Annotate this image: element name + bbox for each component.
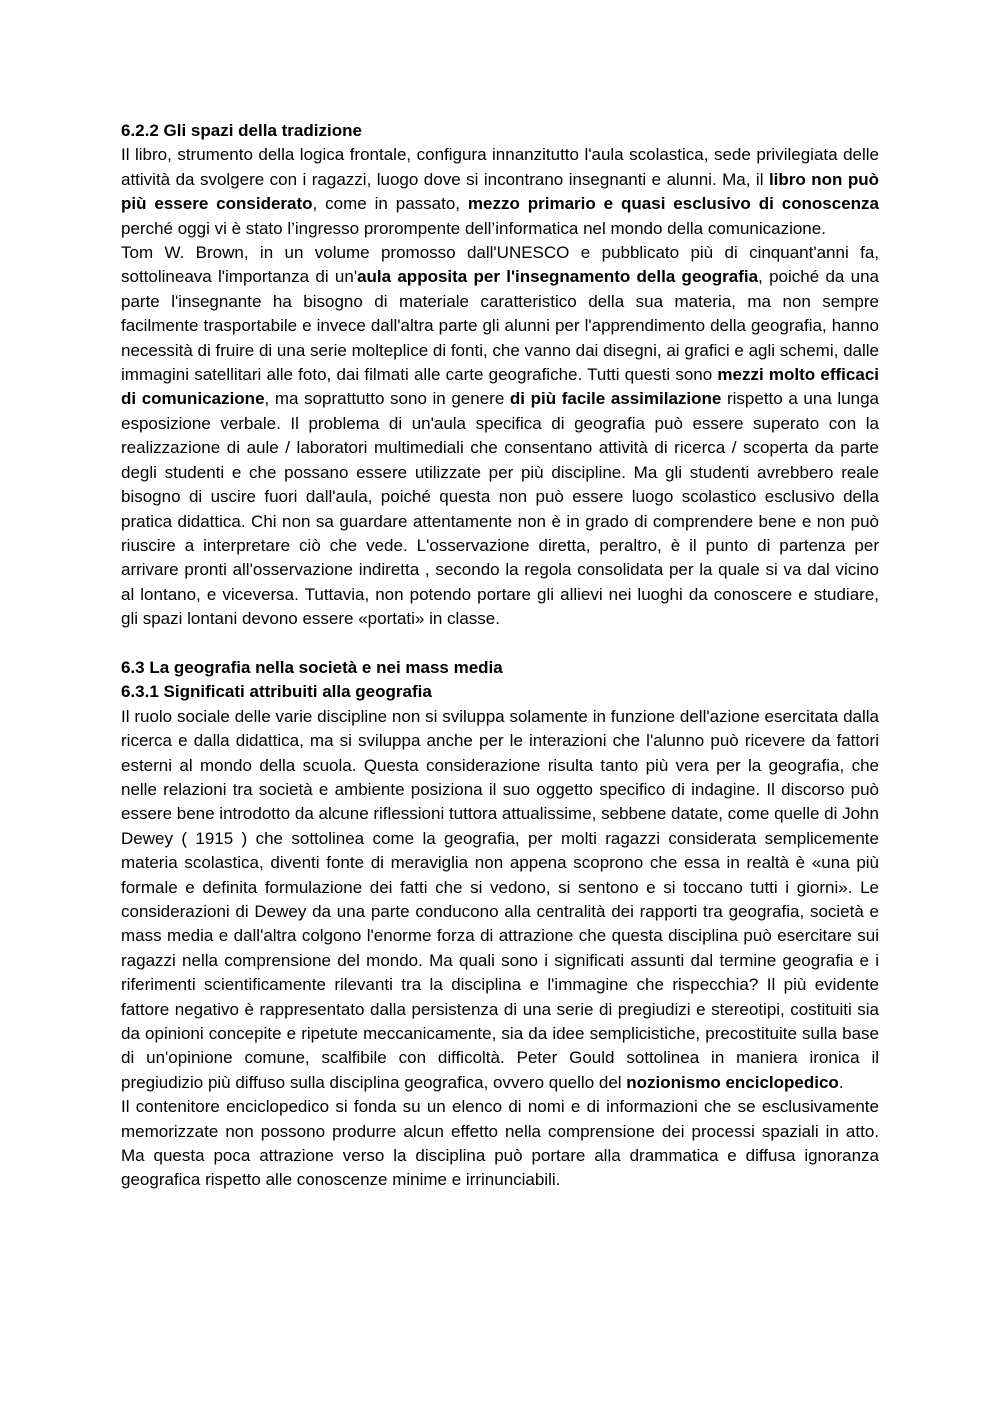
text-run: Tom W. Brown, in un volume promosso dall'UNESCO e pubblicato più di cinquant'anni fa, sottolineava l'importanza di un' — [121, 243, 879, 287]
paragraph — [121, 241, 879, 632]
section-heading-6-2-2: 6.2.2 Gli spazi della tradizione — [121, 121, 362, 140]
text-run: Il ruolo sociale delle varie discipline non si sviluppa solamente in funzione dell'azione esercitata dalla ricerca e dalla didattica, ma si sviluppa anche per le interazioni che l'alunno può ricevere da fattori esterni al mondo della scuola. Questa considerazione risulta tanto più vera per la geografia, che nelle relazioni tra società e ambiente posiziona il suo oggetto specifico di indagine. Il discorso può essere bene introdotto da alcune riflessioni tuttora attualissime, sebbene datate, come quelle di John Dewey ( 1915 ) che sottolinea come la geografia, per molti ragazzi considerata semplicemente materia scolastica, diventi fonte di meraviglia non appena scoprono che essa in realtà è «una più formale e definita formulazione dei fatti che si vedono, si sentono e si toccano tutti i giorni». Le considerazioni di Dewey da una parte conducono alla centralità dei rapporti tra geografia, società e mass media e dall'altra colgono l'enorme forza di attrazione che questa disciplina può esercitare sui ragazzi nella comprensione del mondo. Ma quali sono i significati assunti dal termine geografia e i riferimenti scientificamente rilevanti tra la disciplina e l'immagine che rispecchia? Il più evidente fattore negativo è rappresentato dalla persistenza di una serie di pregiudizi e stereotipi, costituiti sia da opinioni concepite e ripetute meccanicamente, sia da idee semplicistiche, precostituite sulla base di un'opinione comune, scalfibile con difficoltà. Peter Gould sottolinea in maniera ironica il pregiudizio più diffuso sulla disciplina geografica, ovvero quello del — [121, 706, 879, 1092]
text-run: , poiché da una parte l'insegnante ha bisogno di materiale caratteristico della sua materia, ma non sempre facilmente trasportabile e invece dall'altra parte gli alunni per l'apprendimento della geografia, hanno necessità di fruire di una serie molteplice di fonti, che vanno dai disegni, ai grafici e agli schemi, dalle immagini satellitari alle foto, dai filmati alle carte geografiche. Tutti questi sono — [121, 267, 879, 385]
text-run: Il contenitore enciclopedico si fonda su un elenco di nomi e di informazioni che se esclusivamente memorizzate non possono produrre alcun effetto nella comprensione dei processi spaziali in atto. Ma questa poca attrazione verso la disciplina può portare alla drammatica e diffusa ignoranza geografica rispetto alle conoscenze minime e irrinunciabili. — [121, 1097, 879, 1190]
document-body — [121, 119, 879, 1193]
text-run: rispetto a una lunga esposizione verbale. Il problema di un'aula specifica di geografia può essere superato con la realizzazione di aule / laboratori multimediali che consentano attività di ricerca / scoperta da parte degli studenti e che possano essere utilizzate per più discipline. Ma gli studenti avrebbero reale bisogno di uscire fuori dall'aula, poiché questa non può essere luogo scolastico esclusivo della pratica didattica. Chi non sa guardare attentamente non è in grado di comprendere bene e non può riuscire a interpretare ciò che vede. L'osservazione diretta, peraltro, è il punto di partenza per arrivare pronti all'osservazione indiretta , secondo la regola consolidata per la quale si va dal vicino al lontano, e viceversa. Tuttavia, non potendo portare gli allievi nei luoghi da conoscere e studiare, gli spazi lontani devono essere «portati» in classe. — [121, 389, 879, 629]
paragraph — [121, 705, 879, 1096]
bold-text-run: mezzo primario e quasi esclusivo di conoscenza — [467, 194, 880, 214]
bold-text-run: libro non può più essere considerato — [121, 169, 879, 214]
section-heading-6-3-1: 6.3.1 Significati attribuiti alla geografia — [121, 682, 432, 702]
text-run: , come in passato, — [312, 194, 468, 214]
paragraph-spacer — [121, 632, 879, 656]
text-run: Il libro, strumento della logica frontale, configura innanzitutto l'aula scolastica, sede privilegiata delle attività da svolgere con i ragazzi, luogo dove si incontrano insegnanti e alunni. Ma, il — [121, 145, 879, 189]
bold-text-run: nozionismo enciclopedico — [626, 1072, 839, 1092]
section-heading-6-3: 6.3 La geografia nella società e nei mass media — [121, 657, 503, 677]
bold-text-run: mezzi molto efficaci di comunicazione — [121, 365, 879, 409]
text-run: . — [838, 1072, 844, 1092]
bold-text-run: di più facile assimilazione — [509, 389, 722, 409]
paragraph — [121, 143, 879, 241]
paragraph — [121, 1095, 879, 1193]
bold-text-run: aula apposita per l'insegnamento della geografia — [357, 267, 759, 287]
text-run: , ma soprattutto sono in genere — [264, 389, 510, 409]
text-run: perché oggi vi è stato l’ingresso prorompente dell’informatica nel mondo della comunicazione. — [121, 218, 826, 238]
